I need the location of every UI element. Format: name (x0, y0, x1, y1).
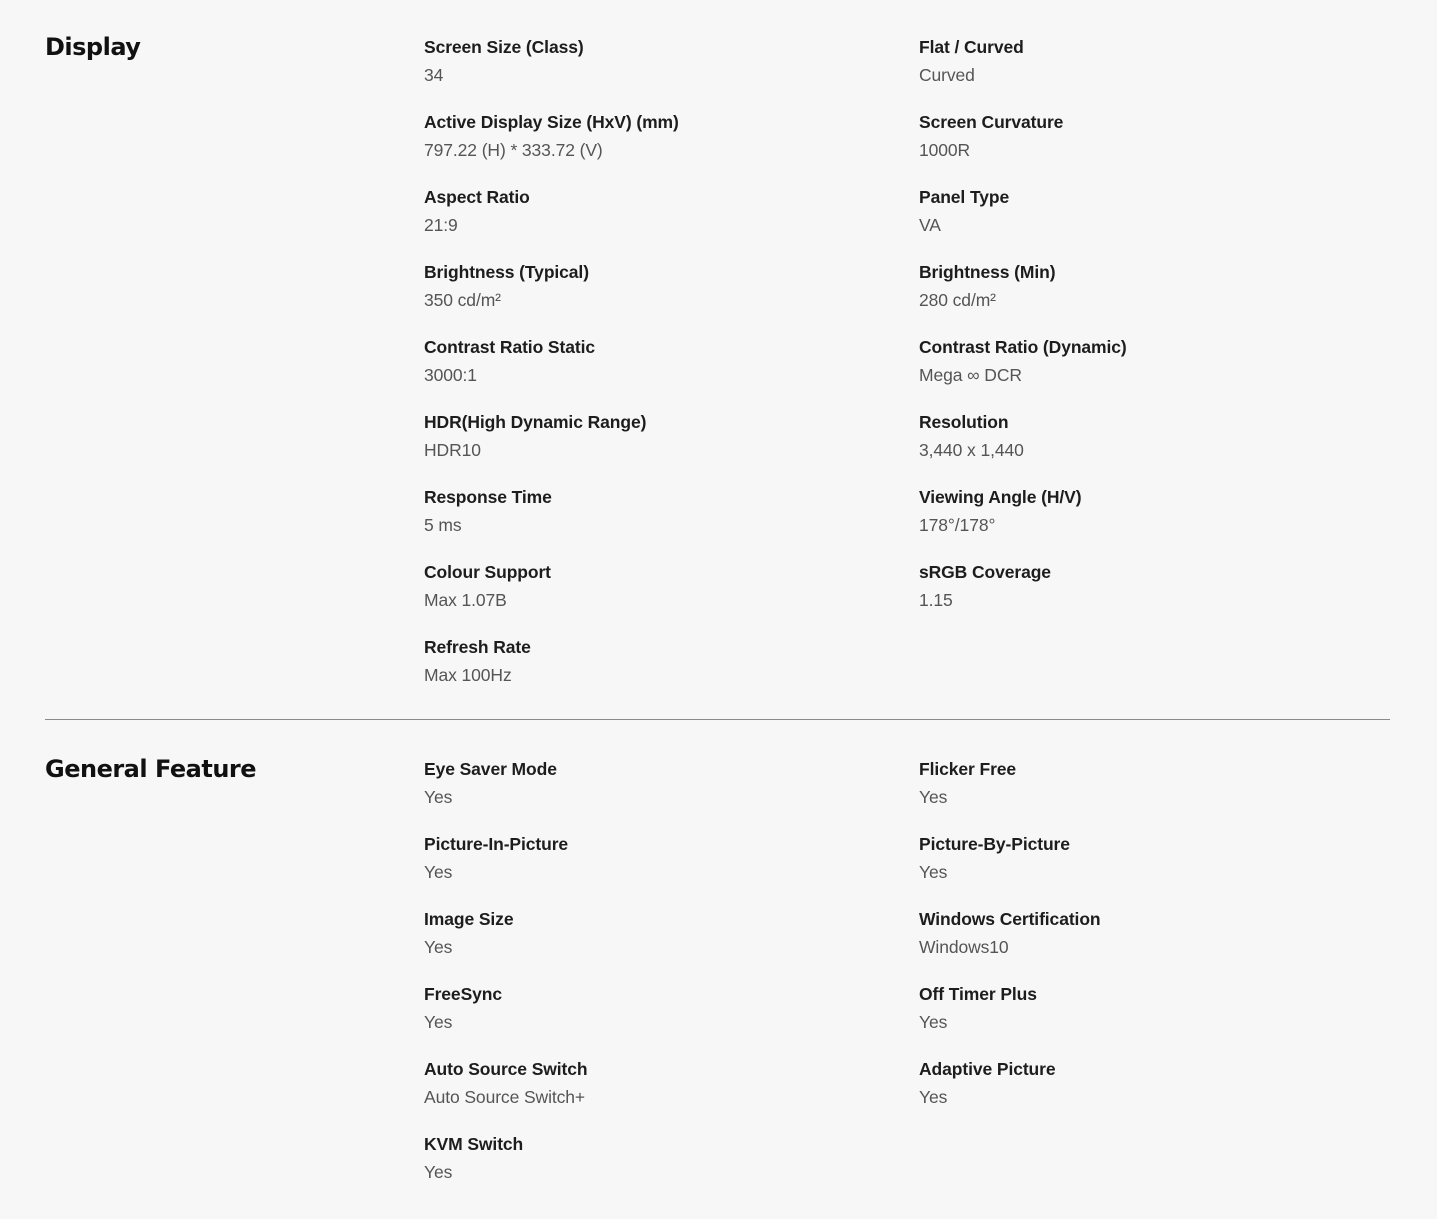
spec-active-display-size (424, 111, 919, 186)
spec-freesync (424, 983, 919, 1058)
spec-screen-size (424, 36, 919, 111)
spec-panel-type (919, 186, 1384, 261)
spec-value: Yes (424, 862, 453, 882)
spec-flat-curved (919, 36, 1384, 111)
spec-label: sRGB Coverage (919, 562, 1051, 582)
spec-picture-by-picture (919, 833, 1384, 908)
spec-label: Contrast Ratio (Dynamic) (919, 337, 1127, 357)
spec-label: FreeSync (424, 984, 502, 1004)
spec-value: Curved (919, 65, 975, 85)
spec-label: Brightness (Typical) (424, 262, 589, 282)
spec-auto-source-switch (424, 1058, 919, 1133)
spec-label: Off Timer Plus (919, 984, 1037, 1004)
spec-label: Active Display Size (HxV) (mm) (424, 112, 679, 132)
section-title-display: Display (45, 33, 141, 61)
spec-value: 280 cd/m² (919, 290, 996, 310)
spec-off-timer-plus (919, 983, 1384, 1058)
spec-label: Windows Certification (919, 909, 1101, 929)
spec-label: Auto Source Switch (424, 1059, 588, 1079)
spec-value: 3,440 x 1,440 (919, 440, 1024, 460)
spec-label: HDR(High Dynamic Range) (424, 412, 647, 432)
spec-label: Colour Support (424, 562, 551, 582)
spec-value: Yes (919, 1012, 948, 1032)
spec-label: Contrast Ratio Static (424, 337, 595, 357)
spec-label: KVM Switch (424, 1134, 524, 1154)
spec-value: 21:9 (424, 215, 458, 235)
spec-value: HDR10 (424, 440, 481, 460)
spec-response-time (424, 486, 919, 561)
spec-label: Eye Saver Mode (424, 759, 557, 779)
spec-label: Screen Size (Class) (424, 37, 584, 57)
spec-value: 1000R (919, 140, 971, 160)
spec-value: Windows10 (919, 937, 1009, 957)
spec-label: Flicker Free (919, 759, 1017, 779)
spec-refresh-rate (424, 636, 919, 711)
spec-value: Yes (424, 1162, 453, 1182)
general-feature-spec-grid (424, 758, 1384, 1208)
spec-resolution (919, 411, 1384, 486)
spec-value: Auto Source Switch+ (424, 1087, 586, 1107)
spec-value: 350 cd/m² (424, 290, 501, 310)
spec-viewing-angle (919, 486, 1384, 561)
spec-value: 178°/178° (919, 515, 996, 535)
spec-adaptive-picture (919, 1058, 1384, 1133)
spec-value: 5 ms (424, 515, 462, 535)
spec-contrast-dynamic (919, 336, 1384, 411)
spec-srgb-coverage (919, 561, 1384, 636)
spec-label: Response Time (424, 487, 552, 507)
spec-hdr (424, 411, 919, 486)
spec-picture-in-picture (424, 833, 919, 908)
spec-screen-curvature (919, 111, 1384, 186)
spec-label: Picture-In-Picture (424, 834, 569, 854)
spec-label: Panel Type (919, 187, 1010, 207)
spec-value: Yes (424, 937, 453, 957)
spec-value: Yes (919, 1087, 948, 1107)
spec-image-size (424, 908, 919, 983)
spec-aspect-ratio (424, 186, 919, 261)
spec-label: Resolution (919, 412, 1009, 432)
spec-label: Refresh Rate (424, 637, 531, 657)
spec-label: Flat / Curved (919, 37, 1024, 57)
spec-value: Yes (919, 787, 948, 807)
spec-label: Viewing Angle (H/V) (919, 487, 1082, 507)
spec-value: Max 100Hz (424, 665, 512, 685)
spec-kvm-switch (424, 1133, 919, 1208)
spec-value: 34 (424, 65, 444, 85)
spec-value: 797.22 (H) * 333.72 (V) (424, 140, 603, 160)
spec-label: Image Size (424, 909, 514, 929)
section-title-general-feature: General Feature (45, 755, 257, 783)
spec-value: Mega ∞ DCR (919, 365, 1022, 385)
spec-label: Adaptive Picture (919, 1059, 1056, 1079)
spec-value: Yes (424, 1012, 453, 1032)
spec-brightness-typical (424, 261, 919, 336)
spec-label: Picture-By-Picture (919, 834, 1070, 854)
spec-brightness-min (919, 261, 1384, 336)
spec-label: Screen Curvature (919, 112, 1064, 132)
spec-value: VA (919, 215, 941, 235)
spec-label: Brightness (Min) (919, 262, 1056, 282)
spec-windows-certification (919, 908, 1384, 983)
spec-value: 1.15 (919, 590, 953, 610)
spec-colour-support (424, 561, 919, 636)
spec-value: Yes (424, 787, 453, 807)
spec-value: 3000:1 (424, 365, 477, 385)
spec-label: Aspect Ratio (424, 187, 530, 207)
spec-flicker-free (919, 758, 1384, 833)
section-divider (45, 719, 1390, 720)
spec-eye-saver-mode (424, 758, 919, 833)
spec-value: Max 1.07B (424, 590, 507, 610)
display-spec-grid (424, 36, 1384, 711)
spec-value: Yes (919, 862, 948, 882)
spec-contrast-static (424, 336, 919, 411)
